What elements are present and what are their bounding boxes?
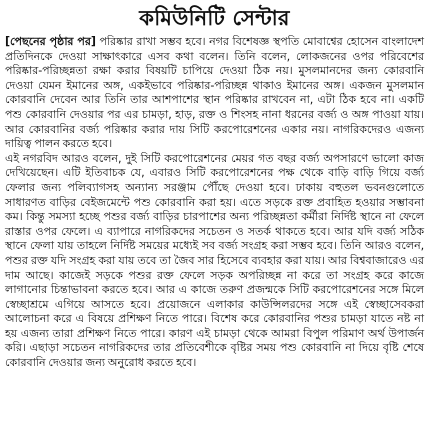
paragraph-1-text: পরিষ্কার রাখা সম্ভব হবে। নগর বিশেষজ্ঞ স্থপতি মোবাশ্বের হোসেন বাংলাদেশ প্রতিদিনকে দেওয়া সাক্ষাৎকারে এসব কথা বলেন। তিনি বলেন, লোকজনের ওপর পরিবেশের পরিষ্কার-পরিচ্ছন্নতা রক্ষা করার বিষয়টি চাপিয়ে দেওয়া ঠিক নয়। মুসলমানদের জন্য কোরবানি দেওয়া যেমন ইমানের অঙ্গ, একইভাবে পরিষ্কার-পরিচ্ছন্ন থাকাও ইমানের অঙ্গ। একজন মুসলমান কোরবানি দেবেন আর তিনি তার আশপাশের স্থান পরিষ্কার রাখবেন না, এটা ঠিক হবে না। একটি পশু কোরবানি দেওয়ার পর এর চামড়া, হাড়, রক্ত ও শিংসহ নানা ধরনের বর্জ্য ও অঙ্গ পাওয়া যায়। আর কোরবানির বর্জ্য পরিষ্কার করার দায় সিটি করপোরেশনের একার নয়। নাগরিকদেরও এজন্য দায়িত্ব পালন করতে হবে। (5, 35, 425, 151)
article-paragraph-1 (5, 35, 424, 152)
article-body (5, 35, 424, 371)
article-title: কমিউনিটি সেন্টার (139, 5, 290, 30)
article-paragraph-2: এই নগরবিদ আরও বলেন, দুই সিটি করপোরেশনের মেয়র গত বছর বর্জ্য অপসারণে ভালো কাজ দেখিয়েছেন। এটি ইতিবাচক যে, এবারও সিটি করপোরেশনের পক্ষ থেকে বাড়ি বাড়ি গিয়ে বর্জ্য ফেলার জন্য পলিব্যাগসহ অন্যান্য সরঞ্জাম পৌঁছে দেওয়া হবে। ঢাকায় বহুতল ভবনগুলোতে সাধারণত বাড়ির বেইজমেন্টে পশু কোরবানি করা হয়। এতে সড়কে রক্ত প্রবাহিত হওয়ার সম্ভাবনা কম। কিন্তু সমস্যা হচ্ছে পশুর বর্জ্য বাড়ির চারপাশের অন্য পরিচ্ছন্নতা কর্মীরা নির্দিষ্ট স্থানে না ফেলে রাস্তার ওপর ফেলে। এ ব্যাপারে নাগরিকদের সচেতন ও সতর্ক থাকতে হবে। আর যদি বর্জ্য সঠিক স্থানে ফেলা যায় তাহলে নির্দিষ্ট সময়ের মধ্যেই সব বর্জ্য সংগ্রহ করা সম্ভব হবে। তিনি আরও বলেন, পশুর রক্ত যদি সংগ্রহ করা যায় তবে তা জৈব সার হিসেবে ব্যবহার করা যায়। আর বিশ্ববাজারেও এর দাম আছে। কাজেই সড়কে পশুর রক্ত ফেলে সড়ক অপরিচ্ছন্ন না করে তা সংগ্রহ করে কাজে লাগানোর চিন্তাভাবনা করতে হবে। আর এ কাজে তরুণ প্রজন্মকে সিটি করপোরেশনের সঙ্গে মিলে স্বেচ্ছাশ্রমে এগিয়ে আসতে হবে। প্রয়োজনে এলাকার কাউন্সিলরদের সঙ্গে এই স্বেচ্ছাসেবকরা আলোচনা করে এ বিষয়ে প্রশিক্ষণ নিতে পারে। বিশেষ করে কোরবানির পশুর চামড়া যাতে নষ্ট না হয় এজন্য তারা প্রশিক্ষণ নিতে পারে। কারণ এই চামড়া থেকে আমরা বিপুল পরিমাণ অর্থ উপার্জন করি। এছাড়া সচেতন নাগরিকদের তার প্রতিবেশীকে বৃষ্টির সময় পশু কোরবানি না দিয়ে বৃষ্টি শেষে কোরবানি দেওয়ার জন্য অনুরোধ করতে হবে। (5, 151, 424, 370)
continuation-prefix: [পেছনের পৃষ্ঠার পর] (5, 35, 96, 48)
